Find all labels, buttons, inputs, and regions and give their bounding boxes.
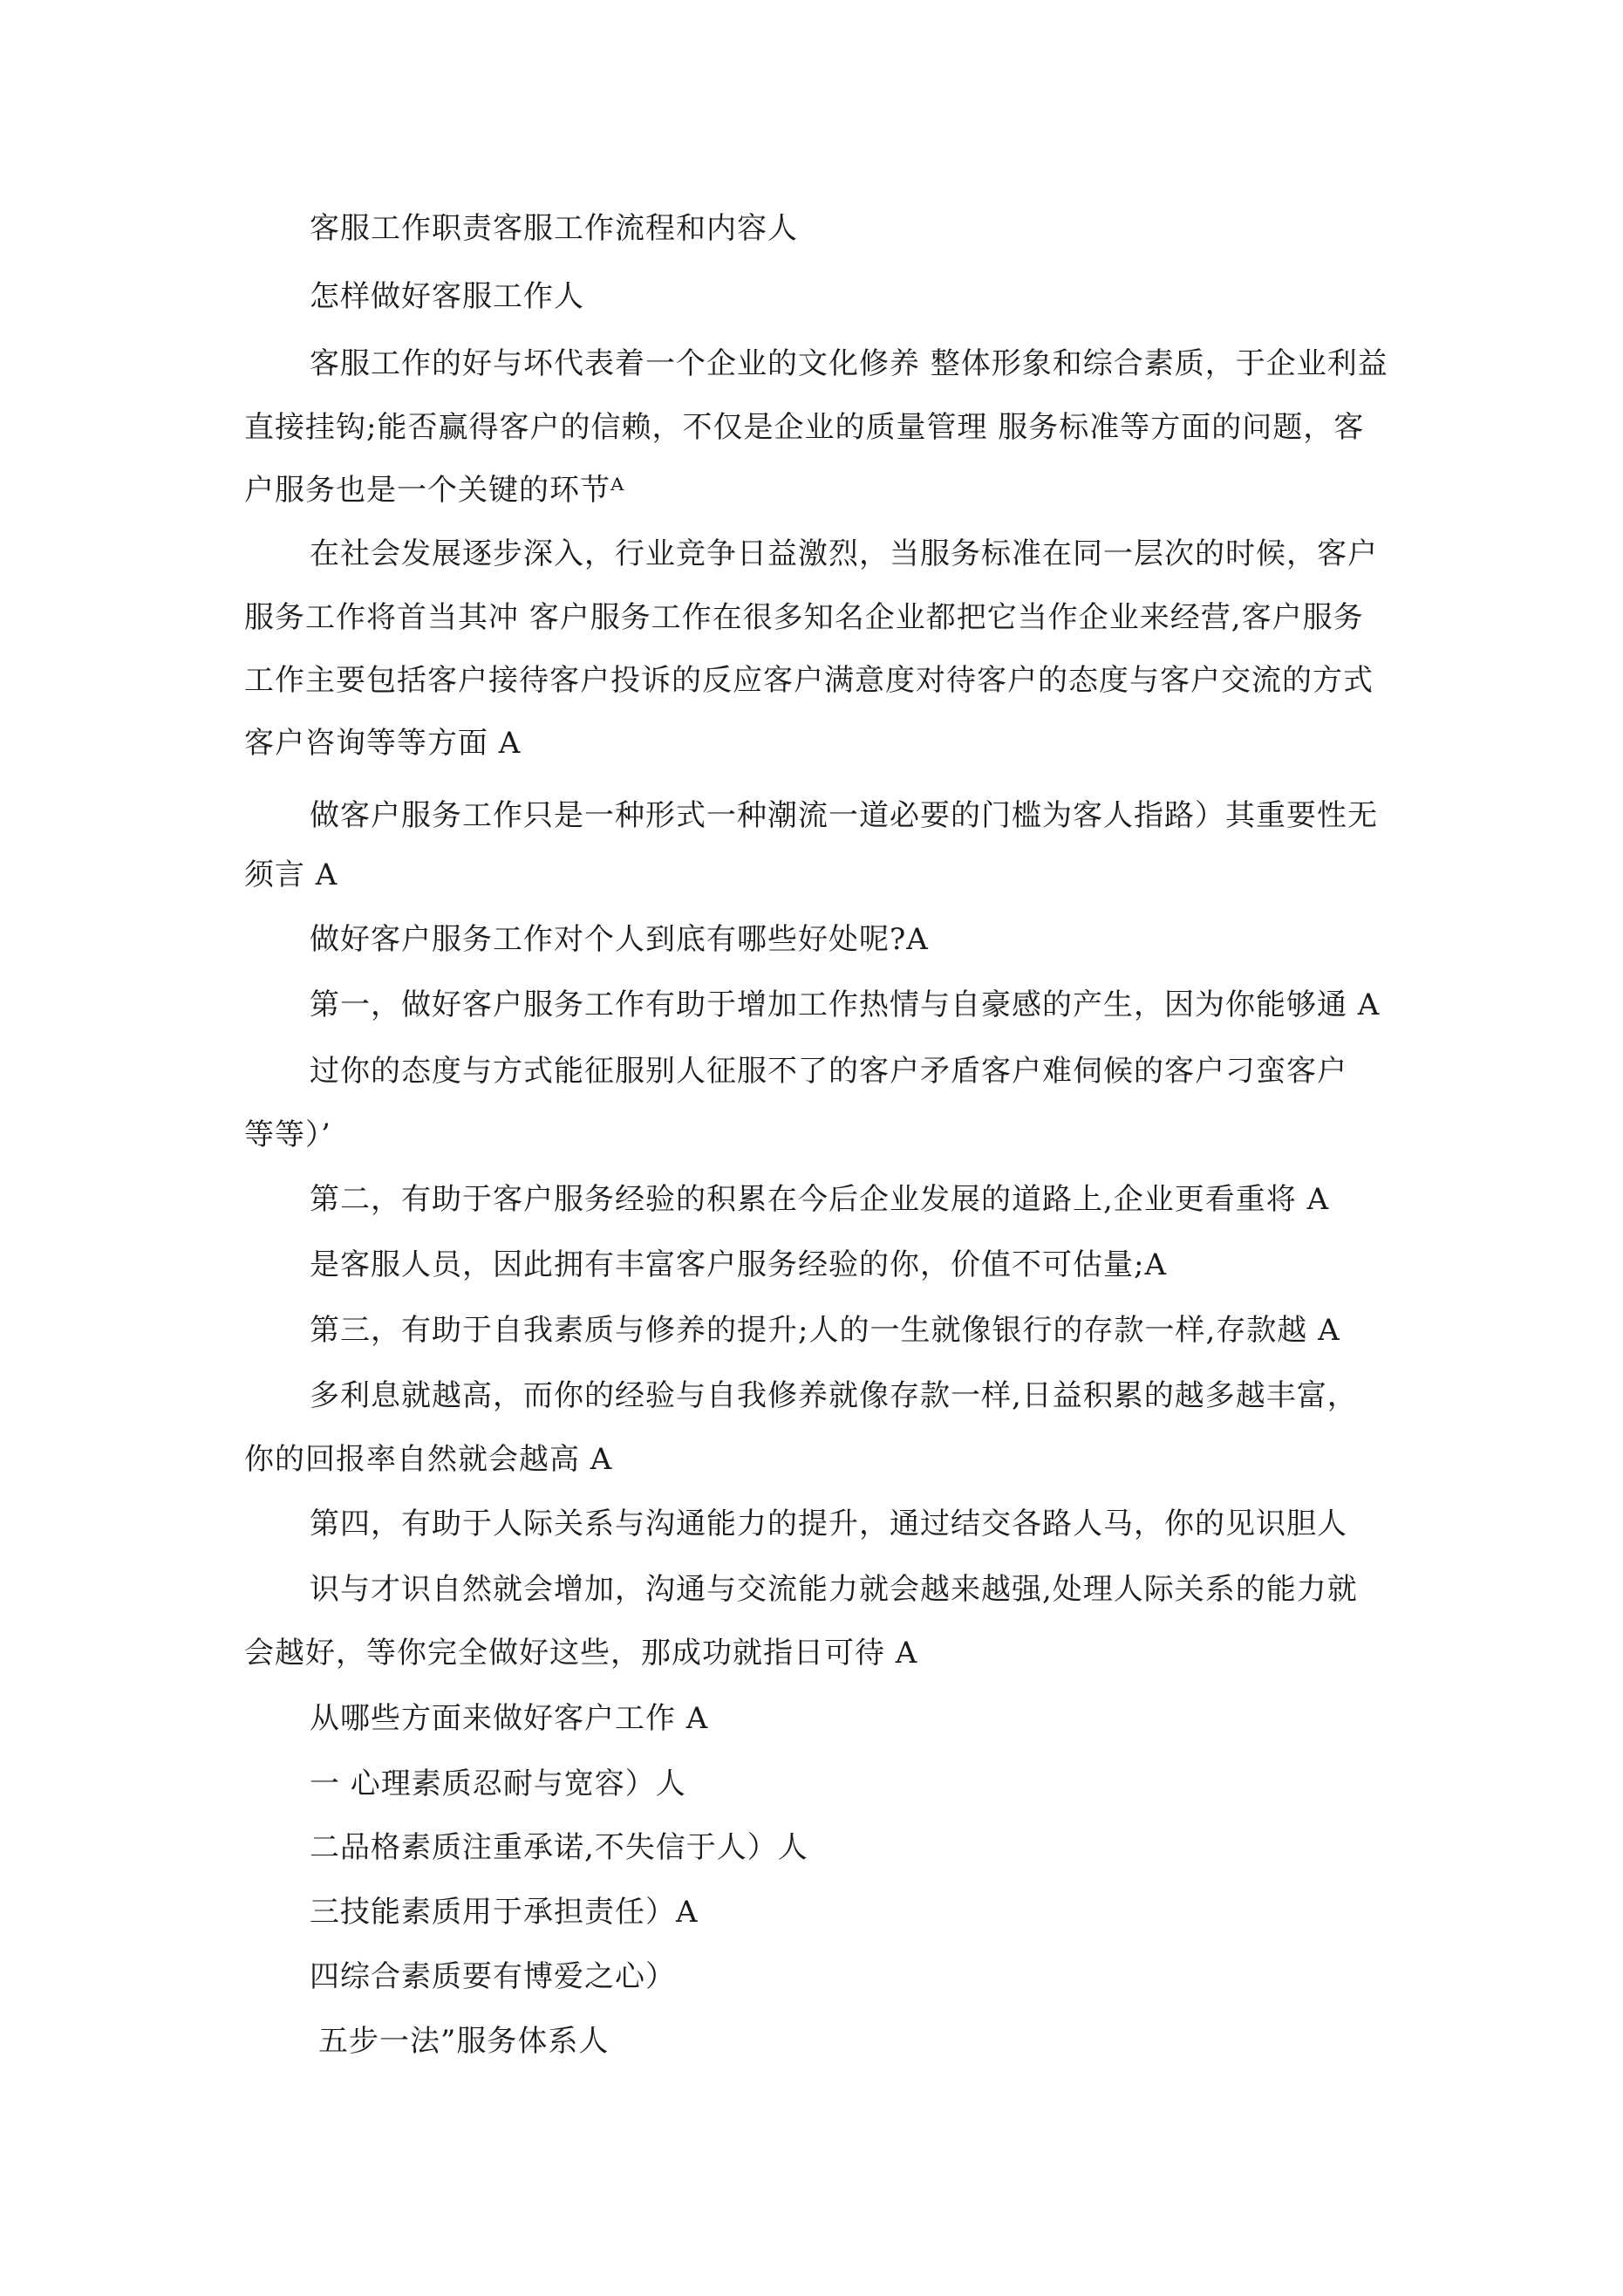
list-item: 二品格素质注重承诺,不失信于人）人 bbox=[310, 1830, 808, 1865]
paragraph-line: 等等）’ bbox=[244, 1117, 331, 1152]
paragraph-line: 户服务也是一个关键的环节ᴬ bbox=[244, 473, 625, 508]
section-heading: 五步一法”服务体系人 bbox=[318, 2024, 610, 2059]
paragraph-line: 客服工作的好与坏代表着一个企业的文化修养 整体形象和综合素质，于企业利益 bbox=[310, 346, 1388, 381]
paragraph-line: 多利息就越高，而你的经验与自我修养就像存款一样,日益积累的越多越丰富， bbox=[310, 1378, 1358, 1413]
paragraph-line: 工作主要包括客户接待客户投诉的反应客户满意度对待客户的态度与客户交流的方式 bbox=[244, 663, 1374, 698]
paragraph-line: 客户咨询等等方面 A bbox=[244, 726, 522, 761]
list-item: 三技能素质用于承担责任）A bbox=[310, 1895, 699, 1930]
paragraph-line: 识与才识自然就会增加，沟通与交流能力就会越来越强,处理人际关系的能力就 bbox=[310, 1572, 1358, 1607]
document-title: 客服工作职责客服工作流程和内容人 bbox=[310, 211, 798, 246]
paragraph-line: 会越好，等你完全做好这些，那成功就指日可待 A bbox=[244, 1636, 918, 1671]
paragraph-line: 第二，有助于客户服务经验的积累在今后企业发展的道路上,企业更看重将 A bbox=[310, 1182, 1330, 1217]
paragraph-line: 在社会发展逐步深入，行业竞争日益激烈，当服务标准在同一层次的时候，客户 bbox=[310, 536, 1378, 571]
paragraph-line: 须言 A bbox=[244, 858, 338, 892]
paragraph-line: 你的回报率自然就会越高 A bbox=[244, 1442, 613, 1477]
paragraph-line: 直接挂钩;能否赢得客户的信赖，不仅是企业的质量管理 服务标准等方面的问题，客 bbox=[244, 410, 1365, 445]
paragraph-line: 做客户服务工作只是一种形式一种潮流一道必要的门槛为客人指路）其重要性无 bbox=[310, 798, 1378, 833]
list-item: 一 心理素质忍耐与宽容）人 bbox=[310, 1766, 686, 1801]
paragraph-line: 过你的态度与方式能征服别人征服不了的客户矛盾客户难伺候的客户刁蛮客户 bbox=[310, 1054, 1347, 1089]
list-item: 四综合素质要有博爱之心） bbox=[310, 1959, 676, 1994]
paragraph-line: 第四，有助于人际关系与沟通能力的提升，通过结交各路人马，你的见识胆人 bbox=[310, 1507, 1347, 1541]
paragraph-line: 做好客户服务工作对个人到底有哪些好处呢?A bbox=[310, 922, 929, 957]
paragraph-line: 第一，做好客户服务工作有助于增加工作热情与自豪感的产生，因为你能够通 A bbox=[310, 987, 1381, 1022]
section-heading: 从哪些方面来做好客户工作 A bbox=[310, 1701, 709, 1736]
section-heading: 怎样做好客服工作人 bbox=[310, 279, 584, 314]
paragraph-line: 是客服人员，因此拥有丰富客户服务经验的你，价值不可估量;A bbox=[310, 1247, 1168, 1282]
paragraph-line: 服务工作将首当其冲 客户服务工作在很多知名企业都把它当作企业来经营,客户服务 bbox=[244, 600, 1364, 635]
paragraph-line: 第三，有助于自我素质与修养的提升;人的一生就像银行的存款一样,存款越 A bbox=[310, 1313, 1340, 1348]
